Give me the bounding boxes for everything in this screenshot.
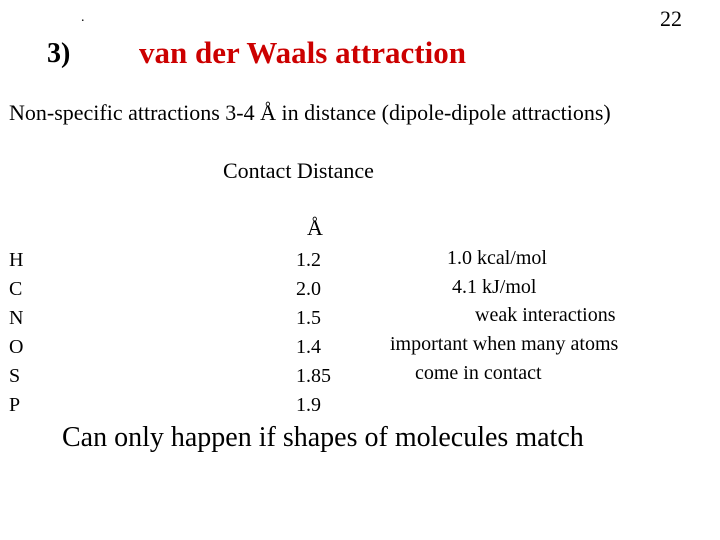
distance-value: 1.9 [296, 394, 321, 416]
element-label: O [9, 336, 24, 358]
decorative-dot: . [81, 10, 85, 25]
contact-note: come in contact [415, 362, 542, 384]
element-label: C [9, 278, 23, 300]
many-atoms-note: important when many atoms [390, 333, 619, 355]
section-number: 3) [47, 38, 71, 69]
intro-text: Non-specific attractions 3-4 Å in distance (dipole-dipole attractions) [9, 100, 611, 125]
distance-column [296, 246, 331, 420]
footer-statement: Can only happen if shapes of molecules match [62, 422, 584, 453]
distance-value: 1.5 [296, 307, 321, 329]
distance-value: 1.2 [296, 249, 321, 271]
slide-title: van der Waals attraction [139, 35, 466, 70]
distance-value: 1.4 [296, 336, 321, 358]
element-label: N [9, 307, 24, 329]
distance-value: 2.0 [296, 278, 321, 300]
page-number: 22 [660, 6, 682, 31]
element-label: H [9, 249, 24, 271]
energy-kcal-note: 1.0 kcal/mol [447, 247, 547, 269]
element-label: P [9, 394, 21, 416]
element-label: S [9, 365, 21, 387]
distance-value: 1.85 [296, 365, 331, 387]
table-heading: Contact Distance [223, 158, 374, 183]
element-column [9, 246, 23, 420]
unit-label: Å [307, 215, 323, 240]
energy-kj-note: 4.1 kJ/mol [452, 276, 537, 298]
weak-interactions-note: weak interactions [475, 304, 616, 326]
